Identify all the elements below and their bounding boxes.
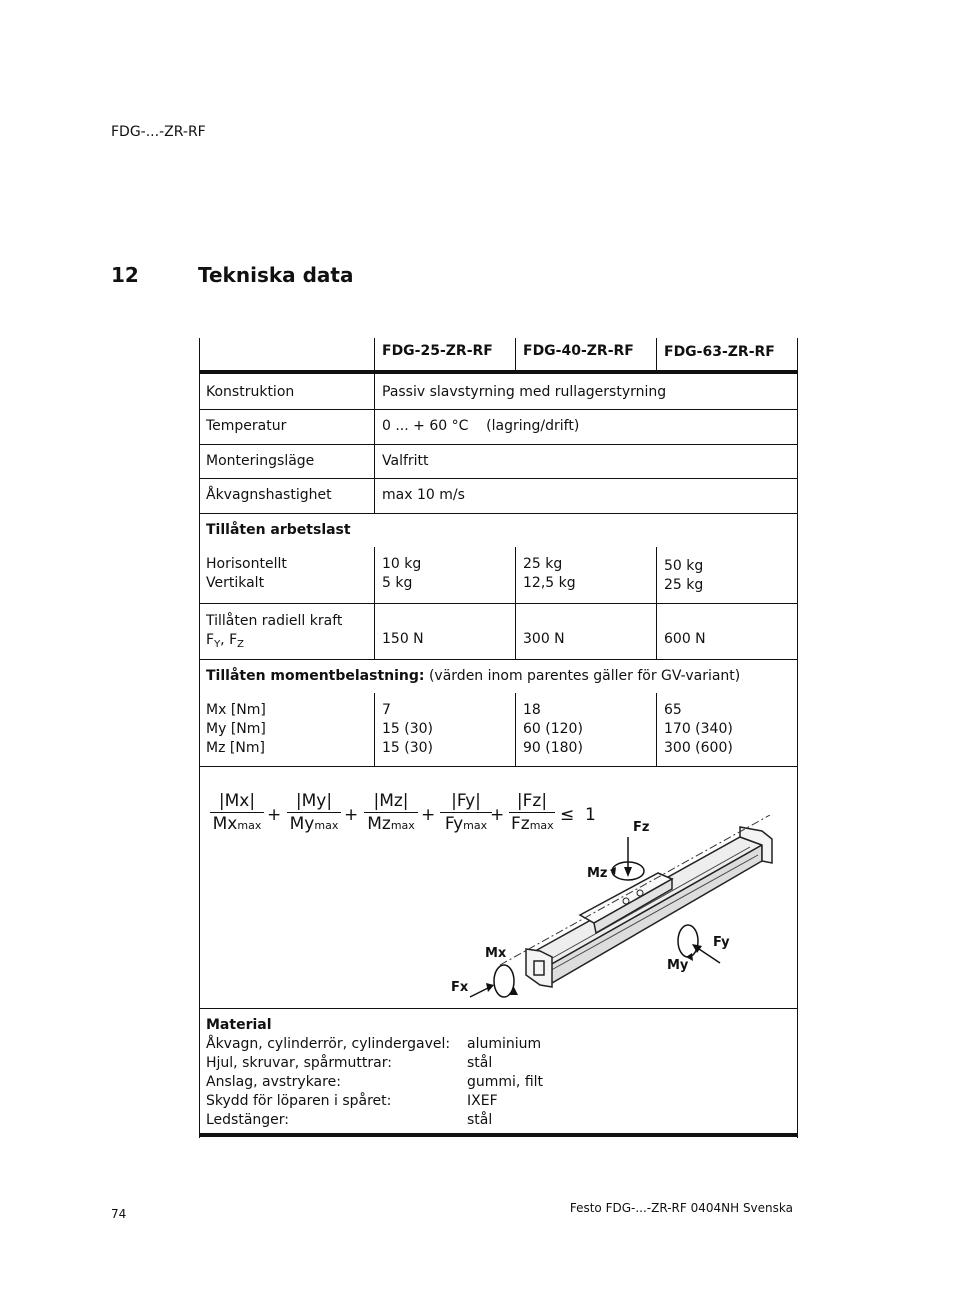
arbetslast-value: 25 kg — [523, 556, 563, 572]
material-value: gummi, filt — [467, 1074, 544, 1090]
moment-value: 300 (600) — [664, 740, 733, 756]
arbetslast-value: 5 kg — [382, 575, 413, 591]
column-header-fdg-40: FDG-40-ZR-RF — [523, 343, 634, 359]
row-label-temperatur: Temperatur — [206, 418, 287, 434]
running-header: FDG-...-ZR-RF — [111, 124, 206, 140]
formula-rhs: ≤ 1 — [560, 805, 596, 825]
label-my: My — [667, 958, 689, 973]
moment-value: 7 — [382, 702, 391, 718]
row-value-monteringslage: Valfritt — [382, 453, 429, 469]
label-fx: Fx — [451, 980, 469, 995]
moment-value: 15 (30) — [382, 740, 434, 756]
formula-term-mz: |Mz| Mzmax — [364, 790, 418, 837]
radiell-symbol: $F_Y$, $F_Z$ — [206, 632, 244, 650]
arbetslast-value: 12,5 kg — [523, 575, 576, 591]
material-part: Hjul, skruvar, spårmuttrar: — [206, 1055, 392, 1071]
row-value-temperatur: 0 ... + 60 °C (lagring/drift) — [382, 418, 580, 434]
arbetslast-value: 50 kg — [664, 558, 704, 574]
formula-term-mx: |Mx| Mxmax — [210, 790, 264, 837]
row-label-monteringslage: Monteringsläge — [206, 453, 315, 469]
moment-title-line: Tillåten momentbelastning: (värden inom parentes gäller för GV-variant) — [206, 668, 741, 684]
label-mz: Mz — [587, 866, 608, 881]
label-fz: Fz — [633, 820, 650, 835]
radiell-value: 600 N — [664, 631, 706, 647]
formula-term-fy: |Fy| Fymax — [440, 790, 492, 837]
radiell-value: 300 N — [523, 631, 565, 647]
material-value: stål — [467, 1055, 493, 1071]
row-value-konstruktion: Passiv slavstyrning med rullagerstyrning — [382, 384, 667, 400]
moment-value: 15 (30) — [382, 721, 434, 737]
material-part: Åkvagn, cylinderrör, cylindergavel: — [206, 1036, 451, 1052]
moment-value: 65 — [664, 702, 682, 718]
plus-sign: + — [421, 805, 436, 825]
arbetslast-value: 10 kg — [382, 556, 422, 572]
footer-doc-id: Festo FDG-...-ZR-RF 0404NH Svenska — [569, 1201, 793, 1215]
column-header-fdg-25: FDG-25-ZR-RF — [382, 343, 493, 359]
moment-value: 170 (340) — [664, 721, 733, 737]
arbetslast-label-horisontellt: Horisontellt — [206, 556, 287, 572]
material-part: Skydd för löparen i spåret: — [206, 1093, 392, 1109]
radiell-value: 150 N — [382, 631, 424, 647]
radiell-label: Tillåten radiell kraft — [206, 613, 343, 629]
section-number: 12 — [111, 263, 139, 287]
technical-data-table — [199, 338, 798, 1138]
label-mx: Mx — [485, 946, 507, 961]
moment-label: Mx [Nm] — [206, 702, 266, 718]
material-part: Ledstänger: — [206, 1112, 290, 1128]
row-label-konstruktion: Konstruktion — [206, 384, 295, 400]
arbetslast-label-vertikalt: Vertikalt — [206, 575, 265, 591]
material-value: stål — [467, 1112, 493, 1128]
column-header-fdg-63: FDG-63-ZR-RF — [664, 344, 775, 360]
material-value: aluminium — [467, 1036, 542, 1052]
material-part: Anslag, avstrykare: — [206, 1074, 341, 1090]
plus-sign: + — [344, 805, 359, 825]
section-title: Tekniska data — [198, 263, 354, 287]
moment-label: My [Nm] — [206, 721, 266, 737]
label-fy: Fy — [713, 935, 730, 950]
moment-value: 60 (120) — [523, 721, 583, 737]
material-value: IXEF — [467, 1093, 498, 1109]
material-title: Material — [206, 1017, 272, 1033]
row-label-hastighet: Åkvagnshastighet — [206, 487, 332, 503]
row-value-hastighet: max 10 m/s — [382, 487, 465, 503]
plus-sign: + — [267, 805, 282, 825]
moment-value: 18 — [523, 702, 541, 718]
plus-sign: + — [490, 805, 505, 825]
moment-label: Mz [Nm] — [206, 740, 265, 756]
page-number: 74 — [111, 1207, 127, 1221]
moment-value: 90 (180) — [523, 740, 583, 756]
formula-term-fz: |Fz| Fzmax — [511, 791, 554, 834]
arbetslast-value: 25 kg — [664, 577, 704, 593]
arbetslast-title: Tillåten arbetslast — [206, 522, 351, 538]
guide-unit-diagram — [440, 815, 780, 1005]
formula-term-my: |My| Mymax — [287, 790, 341, 837]
